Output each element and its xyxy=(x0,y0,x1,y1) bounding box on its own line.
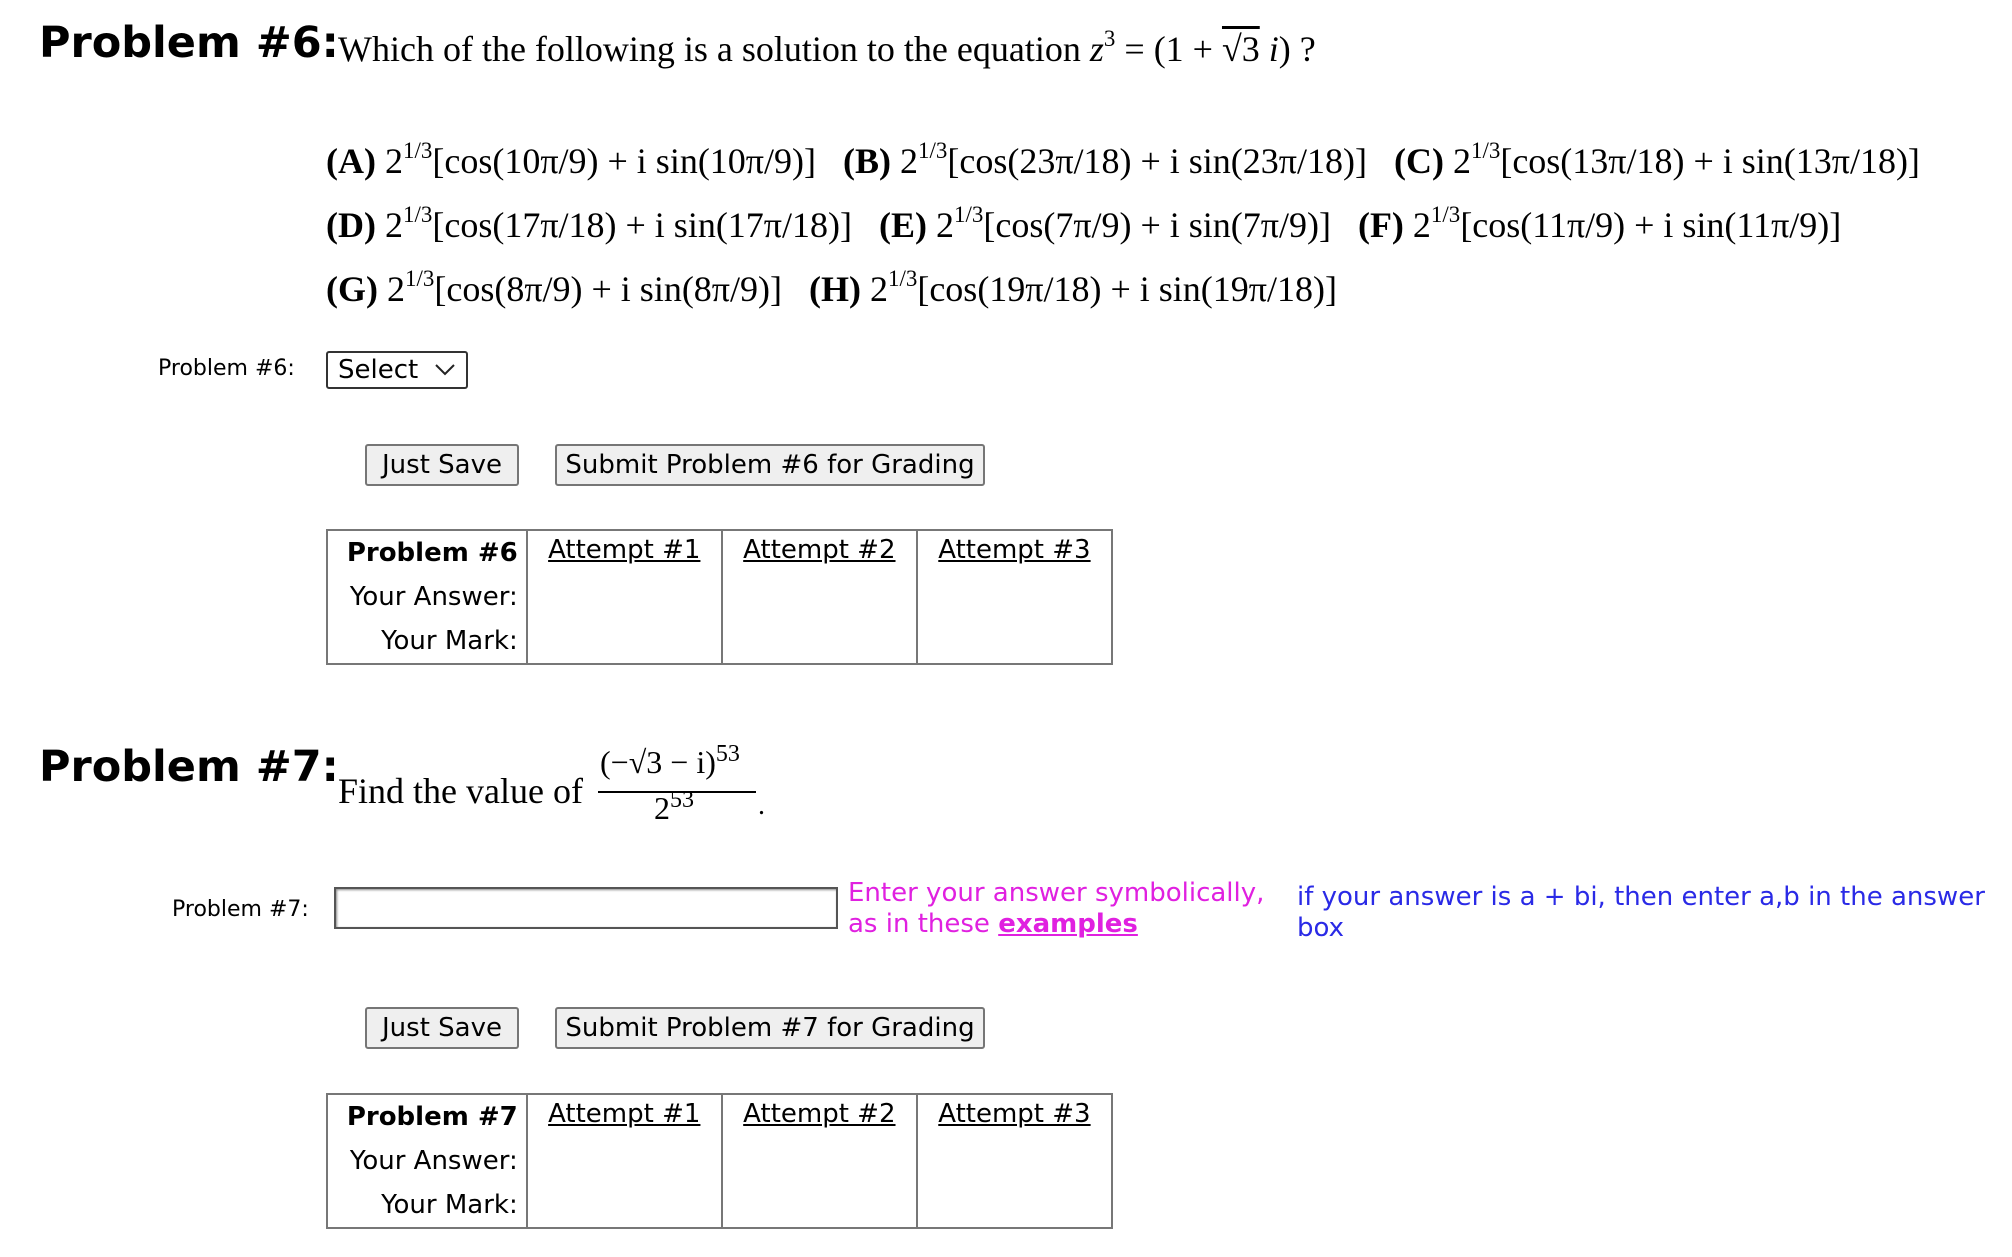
problem-6-attempts-table xyxy=(326,529,1113,665)
choice-d-expr: [cos(17π/18) + i sin(17π/18)] xyxy=(432,205,852,245)
problem-6-submit-button[interactable]: Submit Problem #6 for Grading xyxy=(555,444,985,486)
choice-d-letter: (D) xyxy=(326,205,376,245)
choice-f-expr: [cos(11π/9) + i sin(11π/9)] xyxy=(1460,205,1842,245)
problem-6-table-header: Problem #6 xyxy=(346,538,518,568)
problem-6-select-value: Select xyxy=(338,355,419,385)
your-mark-label: Your Mark: xyxy=(381,1190,518,1220)
problem-6-table-labels xyxy=(327,530,527,664)
choice-e-letter: (E) xyxy=(878,205,927,245)
numerator-exponent: 53 xyxy=(715,741,740,767)
problem-6-select[interactable] xyxy=(326,351,468,389)
choice-h-letter: (H) xyxy=(808,269,861,309)
hint-symbolic-line-1: Enter your answer symbolically, xyxy=(848,878,1265,908)
choice-e-expr: [cos(7π/9) + i sin(7π/9)] xyxy=(983,205,1331,245)
problem-7-table-labels xyxy=(327,1094,527,1228)
problem-7-answer-input[interactable] xyxy=(334,887,838,929)
choice-a-letter: (A) xyxy=(326,141,376,181)
attempt-3-link[interactable]: Attempt #3 xyxy=(938,1099,1091,1129)
fraction-period: . xyxy=(758,790,765,821)
problem-7-denominator xyxy=(654,787,694,827)
problem-7-question-text: Find the value of xyxy=(338,771,583,811)
choice-b-letter: (B) xyxy=(842,141,891,181)
problem-6-label: Problem #6: xyxy=(158,356,295,381)
choice-b-expr: [cos(23π/18) + i sin(23π/18)] xyxy=(947,141,1367,181)
problem-6-question: Which of the following is a solution to the equation $z^3 = (1 + √3$ i) ? xyxy=(338,26,1316,69)
denominator-base: 2 xyxy=(654,790,670,826)
attempt-1-link[interactable]: Attempt #1 xyxy=(548,1099,701,1129)
problem-7-numerator xyxy=(600,741,740,781)
chevron-down-icon xyxy=(434,363,456,377)
your-answer-label: Your Answer: xyxy=(349,582,518,612)
problem-7-hint-symbolic xyxy=(848,878,1268,940)
numerator-base: (−√3 − i) xyxy=(600,744,716,780)
choice-g-expr: [cos(8π/9) + i sin(8π/9)] xyxy=(434,269,782,309)
denominator-exponent: 53 xyxy=(670,787,694,813)
problem-7-table-header: Problem #7 xyxy=(346,1102,518,1132)
problem-7-hint-format: if your answer is a + bi, then enter a,b in the answer box xyxy=(1297,882,1985,943)
problem-6-heading: Problem #6: xyxy=(39,18,339,68)
problem-7-label: Problem #7: xyxy=(172,897,309,922)
choice-h-expr: [cos(19π/18) + i sin(19π/18)] xyxy=(917,269,1337,309)
attempt-2-link[interactable]: Attempt #2 xyxy=(743,535,896,565)
choice-c-expr: [cos(13π/18) + i sin(13π/18)] xyxy=(1500,141,1920,181)
problem-7-submit-button[interactable]: Submit Problem #7 for Grading xyxy=(555,1007,985,1049)
attempt-3-link[interactable]: Attempt #3 xyxy=(938,535,1091,565)
your-answer-label: Your Answer: xyxy=(349,1146,518,1176)
hint-symbolic-line-2: as in these xyxy=(848,909,990,939)
choice-c-letter: (C) xyxy=(1393,141,1444,181)
choice-g-letter: (G) xyxy=(326,269,378,309)
choice-f-letter: (F) xyxy=(1357,205,1404,245)
your-mark-label: Your Mark: xyxy=(381,626,518,656)
problem-6-just-save-button[interactable]: Just Save xyxy=(365,444,519,486)
problem-7-heading: Problem #7: xyxy=(39,742,339,792)
choice-a-expr: [cos(10π/9) + i sin(10π/9)] xyxy=(432,141,816,181)
attempt-2-link[interactable]: Attempt #2 xyxy=(743,1099,896,1129)
examples-link[interactable]: examples xyxy=(998,909,1138,939)
problem-6-equation-lhs: z xyxy=(1089,29,1104,69)
attempt-1-link[interactable]: Attempt #1 xyxy=(548,535,701,565)
problem-6-question-text: Which of the following is a solution to the equation xyxy=(338,29,1081,69)
problem-6-choices-line-2: (D) $2^{1/3}[\cos(17\pi/18) + i$ sin(17π/18)] (E) $2^{1/3}[\cos(7\pi/9) + i$ sin(7π/9)] (F) $2^{1/3}[\cos(11\pi/9) + i$ sin(11π/9)] xyxy=(326,202,1842,245)
problem-7-just-save-button[interactable]: Just Save xyxy=(365,1007,519,1049)
problem-6-choices-line-1: (A) $2^{1/3}[\cos(10\pi/9) + i$ sin(10π/9)] (B) $2^{1/3}[\cos(23\pi/18) + i$ sin(23π/18)] (C) $2^{1/3}[\cos(13\pi/18) + i$ sin(13π/18)] xyxy=(326,138,1920,181)
problem-7-attempts-table xyxy=(326,1093,1113,1229)
problem-6-choices-line-3: (G) $2^{1/3}[\cos(8\pi/9) + i$ sin(8π/9)] (H) $2^{1/3}[\cos(19\pi/18) + i$ sin(19π/18)] xyxy=(326,266,1337,309)
